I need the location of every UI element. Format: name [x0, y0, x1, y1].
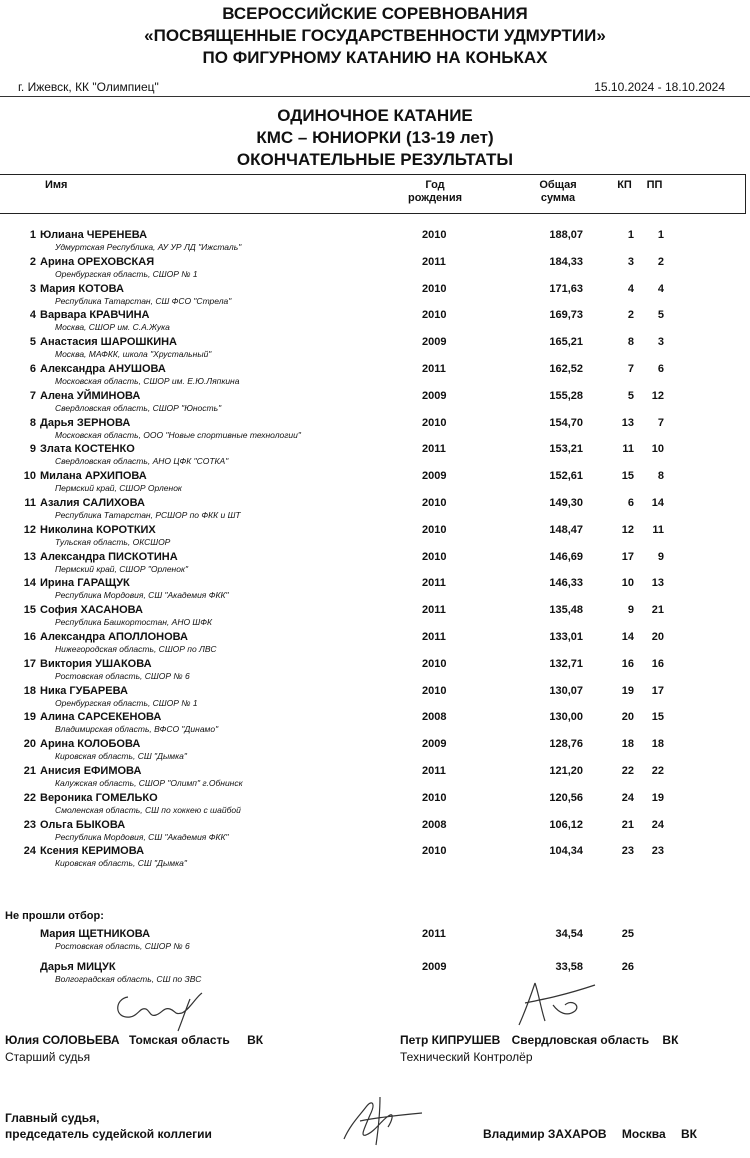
athlete-name: Ника ГУБАРЕВА: [40, 684, 128, 697]
tc-role: Технический Контролёр: [400, 1050, 533, 1064]
table-row: [0, 363, 750, 390]
table-row: [0, 792, 750, 819]
table-row: [0, 845, 750, 872]
birth-year: 2009: [422, 738, 447, 751]
total-score: 106,12: [549, 818, 583, 831]
col-pp-header: ПП: [646, 179, 663, 191]
rank-cell: 11: [24, 497, 36, 509]
short-program-place: 14: [621, 631, 634, 643]
free-skate-place: 5: [657, 309, 664, 322]
athlete-name: Алина САРСЕКЕНОВА: [40, 711, 162, 724]
total-score: 148,47: [549, 523, 583, 536]
free-skate-place: 16: [651, 657, 664, 670]
free-skate-place: 6: [657, 363, 664, 375]
short-program-place: 3: [627, 255, 634, 268]
table-row: [0, 685, 750, 712]
table-row: [0, 309, 750, 336]
referee-name: Юлия СОЛОВЬЕВА: [5, 1033, 120, 1047]
total-score: 120,56: [549, 791, 583, 804]
free-skate-place: 19: [651, 791, 664, 804]
table-row: [0, 524, 750, 551]
athlete-name: Вероника ГОМЕЛЬКО: [40, 791, 158, 804]
short-program-place: 18: [621, 738, 634, 751]
table-row: [0, 497, 750, 524]
athlete-name: Дарья ЗЕРНОВА: [40, 416, 131, 429]
rank-cell: 22: [23, 791, 36, 804]
birth-year: 2010: [422, 657, 447, 670]
athlete-club: Кировская область, СШ "Дымка": [55, 751, 187, 762]
short-program-place: 9: [627, 604, 634, 617]
column-header: [0, 174, 746, 214]
athlete-club: Республика Татарстан, СШ ФСО "Стрела": [55, 295, 232, 306]
rank-cell: 2: [29, 255, 36, 268]
rank-cell: 7: [29, 389, 36, 402]
free-skate-place: 14: [651, 497, 664, 509]
short-program-place: 11: [622, 443, 634, 456]
tc-region: Свердловская область: [511, 1033, 650, 1047]
table-row: [0, 765, 750, 792]
total-score: 162,52: [549, 363, 583, 375]
short-program-place: 23: [621, 845, 634, 858]
referee-signature-icon: [110, 985, 220, 1035]
table-row: [0, 711, 750, 738]
birth-year: 2011: [422, 604, 446, 617]
total-score: 171,63: [549, 282, 583, 295]
athlete-name: Злата КОСТЕНКО: [40, 443, 135, 456]
rank-cell: 4: [29, 309, 36, 322]
col-year-header-line-2: рождения: [407, 192, 463, 204]
short-program-place: 21: [621, 818, 634, 831]
birth-year: 2009: [422, 961, 447, 973]
athlete-name: Арина ОРЕХОВСКАЯ: [40, 255, 155, 268]
free-skate-place: 22: [651, 765, 664, 777]
athlete-name: Николина КОРОТКИХ: [40, 523, 156, 536]
table-row: [0, 470, 750, 497]
birth-year: 2010: [422, 550, 447, 563]
athlete-name: Дарья МИЦУК: [40, 961, 116, 973]
athlete-club: Республика Мордовия, СШ "Академия ФКК": [55, 590, 229, 601]
rank-cell: 23: [23, 818, 36, 831]
free-skate-place: 10: [651, 443, 664, 456]
total-score: 153,21: [549, 443, 583, 456]
short-program-place: 26: [621, 961, 634, 973]
birth-year: 2010: [422, 497, 447, 509]
rank-cell: 21: [23, 765, 36, 777]
total-score: 152,61: [549, 470, 583, 483]
birth-year: 2011: [422, 765, 446, 777]
athlete-club: Республика Башкортостан, АНО ШФК: [55, 617, 213, 628]
birth-year: 2009: [422, 336, 447, 349]
athlete-name: Анисия ЕФИМОВА: [40, 765, 142, 777]
short-program-place: 17: [621, 550, 634, 563]
free-skate-place: 13: [651, 577, 664, 590]
athlete-club: Москва, МАФКК, школа "Хрустальный": [55, 349, 212, 360]
short-program-place: 2: [627, 309, 634, 322]
not-qualified-title: Не прошли отбор:: [5, 910, 104, 922]
athlete-club: Пермский край, СШОР Орленок: [55, 483, 182, 494]
athlete-club: Ростовская область, СШОР № 6: [55, 941, 190, 951]
athlete-club: Ростовская область, СШОР № 6: [55, 670, 190, 681]
athlete-name: Ксения КЕРИМОВА: [40, 845, 145, 858]
athlete-name: Милана АРХИПОВА: [40, 470, 147, 483]
not-qualified-row: [0, 961, 750, 988]
athlete-name: Мария ЩЕТНИКОВА: [40, 928, 151, 940]
birth-year: 2010: [422, 684, 447, 697]
free-skate-place: 3: [657, 336, 664, 349]
referee-category: ВК: [247, 1033, 264, 1047]
table-row: [0, 551, 750, 578]
col-year-header-line-1: Год: [425, 179, 445, 191]
athlete-name: Ольга БЫКОВА: [40, 818, 126, 831]
short-program-place: 12: [621, 523, 634, 536]
event-title-line-1: ОДИНОЧНОЕ КАТАНИЕ: [277, 106, 473, 125]
header-divider: [0, 96, 750, 97]
col-total-header: [528, 179, 588, 205]
tc-signature-icon: [505, 975, 605, 1035]
table-row: [0, 604, 750, 631]
athlete-club: Свердловская область, АНО ЦФК "СОТКА": [55, 456, 229, 467]
total-score: 132,71: [549, 657, 583, 670]
total-score: 169,73: [549, 309, 583, 322]
athlete-club: Свердловская область, СШОР "Юность": [55, 402, 222, 413]
athlete-club: Московская область, СШОР им. Е.Ю.Ляпкина: [55, 376, 240, 386]
short-program-place: 8: [627, 336, 634, 349]
referee-line: [5, 1033, 263, 1048]
tc-line: [400, 1033, 678, 1048]
birth-year: 2010: [422, 523, 447, 536]
free-skate-place: 15: [651, 711, 664, 724]
rank-cell: 9: [29, 443, 36, 456]
athlete-name: Виктория УШАКОВА: [40, 657, 152, 670]
competition-title-line-2: «ПОСВЯЩЕННЫЕ ГОСУДАРСТВЕННОСТИ УДМУРТИИ»: [144, 26, 606, 45]
total-score: 184,33: [549, 255, 583, 268]
col-total-header-line-1: Общая: [539, 179, 577, 191]
free-skate-place: 23: [651, 845, 664, 858]
athlete-club: Оренбургская область, СШОР № 1: [55, 697, 198, 708]
free-skate-place: 12: [651, 389, 664, 402]
short-program-place: 10: [621, 577, 634, 590]
athlete-name: Анастасия ШАРОШКИНА: [40, 336, 177, 349]
free-skate-place: 7: [657, 416, 664, 429]
rank-cell: 5: [29, 336, 36, 349]
birth-year: 2008: [422, 711, 447, 724]
rank-cell: 8: [29, 416, 36, 429]
competition-title-line-3: ПО ФИГУРНОМУ КАТАНИЮ НА КОНЬКАХ: [202, 48, 548, 67]
total-score: 165,21: [549, 336, 583, 349]
table-row: [0, 390, 750, 417]
athlete-name: Варвара КРАВЧИНА: [40, 309, 150, 322]
table-row: [0, 738, 750, 765]
table-row: [0, 283, 750, 310]
rank-cell: 24: [23, 845, 36, 858]
birth-year: 2010: [422, 229, 447, 241]
total-score: 133,01: [549, 631, 583, 643]
athlete-club: Москва, СШОР им. С.А.Жука: [55, 322, 170, 333]
table-row: [0, 417, 750, 444]
rank-cell: 13: [23, 550, 36, 563]
rank-cell: 3: [29, 282, 36, 295]
rank-cell: 12: [23, 523, 36, 536]
total-score: 154,70: [549, 416, 583, 429]
athlete-club: Смоленская область, СШ по хоккею с шайбой: [55, 804, 241, 815]
table-row: [0, 256, 750, 283]
athlete-club: Нижегородская область, СШОР по ЛВС: [55, 644, 217, 654]
col-total-header-line-2: сумма: [540, 192, 576, 204]
free-skate-place: 17: [651, 684, 664, 697]
rank-cell: 1: [29, 229, 36, 241]
rank-cell: 16: [23, 631, 36, 643]
short-program-place: 24: [621, 791, 634, 804]
rank-cell: 20: [23, 738, 36, 751]
total-score: 128,76: [549, 738, 583, 751]
total-score: 188,07: [549, 229, 583, 241]
athlete-name: Мария КОТОВА: [40, 282, 124, 295]
athlete-club: Республика Татарстан, РСШОР по ФКК и ШТ: [55, 510, 241, 520]
short-program-place: 5: [627, 389, 634, 402]
rank-cell: 6: [29, 363, 36, 375]
athlete-club: Пермский край, СШОР "Орленок": [55, 563, 188, 574]
chief-role-line-2: председатель судейской коллегии: [5, 1127, 212, 1141]
table-row: [0, 819, 750, 846]
total-score: 146,69: [549, 550, 583, 563]
free-skate-place: 11: [652, 523, 664, 536]
athlete-club: Кировская область, СШ "Дымка": [55, 858, 187, 869]
tc-category: ВК: [662, 1033, 679, 1047]
birth-year: 2010: [422, 416, 447, 429]
short-program-place: 25: [621, 928, 634, 940]
total-score: 149,30: [549, 497, 583, 509]
free-skate-place: 21: [651, 604, 664, 617]
birth-year: 2011: [422, 928, 446, 940]
athlete-name: Алена УЙМИНОВА: [40, 389, 141, 402]
short-program-place: 1: [627, 229, 634, 241]
athlete-club: Удмуртская Республика, АУ УР ЛД "Ижсталь": [55, 242, 242, 252]
athlete-name: Арина КОЛОБОВА: [40, 738, 141, 751]
table-row: [0, 658, 750, 685]
free-skate-place: 24: [651, 818, 664, 831]
chief-signature-icon: [330, 1085, 430, 1150]
referee-region: Томская область: [128, 1033, 230, 1047]
table-row: [0, 577, 750, 604]
event-title-line-3: ОКОНЧАТЕЛЬНЫЕ РЕЗУЛЬТАТЫ: [236, 150, 514, 169]
chief-name: Владимир ЗАХАРОВ: [483, 1127, 607, 1141]
rank-cell: 15: [23, 604, 36, 617]
total-score: 146,33: [549, 577, 583, 590]
athlete-club: Московская область, ООО "Новые спортивные технологии": [55, 429, 301, 440]
athlete-name: Азалия САЛИХОВА: [40, 497, 145, 509]
birth-year: 2010: [422, 845, 447, 858]
birth-year: 2011: [422, 255, 446, 268]
total-score: 130,00: [549, 711, 583, 724]
table-row: [0, 229, 750, 256]
venue: г. Ижевск, КК "Олимпиец": [18, 80, 159, 94]
birth-year: 2011: [422, 363, 446, 375]
athlete-name: Ирина ГАРАЩУК: [40, 577, 130, 590]
birth-year: 2011: [422, 631, 446, 643]
athlete-club: Калужская область, СШОР "Олимп" г.Обнинск: [55, 778, 243, 788]
free-skate-place: 20: [651, 631, 664, 643]
event-dates: 15.10.2024 - 18.10.2024: [594, 80, 725, 94]
total-score: 34,54: [555, 928, 583, 940]
total-score: 33,58: [555, 961, 583, 973]
athlete-name: София ХАСАНОВА: [40, 604, 143, 617]
short-program-place: 19: [621, 684, 634, 697]
chief-role-line-1: Главный судья,: [5, 1111, 100, 1125]
athlete-name: Александра ПИСКОТИНА: [40, 550, 178, 563]
athlete-club: Республика Мордовия, СШ "Академия ФКК": [55, 831, 229, 842]
total-score: 130,07: [549, 684, 583, 697]
birth-year: 2009: [422, 470, 447, 483]
chief-line: [483, 1127, 697, 1142]
rank-cell: 18: [23, 684, 36, 697]
athlete-name: Александра АПОЛЛОНОВА: [40, 631, 188, 643]
table-row: [0, 631, 750, 658]
col-year-header: [400, 179, 470, 205]
birth-year: 2008: [422, 818, 447, 831]
tc-name: Петр КИПРУШЕВ: [400, 1033, 501, 1047]
free-skate-place: 4: [657, 282, 664, 295]
athlete-club: Тульская область, ОКСШОР: [55, 536, 171, 547]
chief-region: Москва: [621, 1127, 666, 1141]
total-score: 135,48: [549, 604, 583, 617]
event-title-line-2: КМС – ЮНИОРКИ (13-19 лет): [256, 128, 494, 147]
free-skate-place: 1: [657, 229, 664, 241]
col-kp-header: КП: [617, 179, 632, 191]
total-score: 121,20: [549, 765, 583, 777]
table-row: [0, 336, 750, 363]
short-program-place: 4: [627, 282, 634, 295]
birth-year: 2010: [422, 282, 447, 295]
short-program-place: 13: [621, 416, 634, 429]
not-qualified-row: [0, 928, 750, 955]
free-skate-place: 2: [657, 255, 664, 268]
birth-year: 2011: [422, 577, 446, 590]
short-program-place: 7: [627, 363, 634, 375]
athlete-name: Александра АНУШОВА: [40, 363, 166, 375]
birth-year: 2010: [422, 791, 447, 804]
competition-title-line-1: ВСЕРОССИЙСКИЕ СОРЕВНОВАНИЯ: [222, 4, 528, 23]
birth-year: 2010: [422, 309, 447, 322]
free-skate-place: 9: [657, 550, 664, 563]
short-program-place: 16: [621, 657, 634, 670]
col-name-header: Имя: [45, 179, 68, 191]
athlete-name: Юлиана ЧЕРЕНЕВА: [40, 229, 148, 241]
short-program-place: 20: [621, 711, 634, 724]
athlete-club: Волгоградская область, СШ по ЗВС: [55, 974, 202, 984]
referee-role: Старший судья: [5, 1050, 91, 1064]
athlete-club: Оренбургская область, СШОР № 1: [55, 268, 198, 279]
free-skate-place: 18: [651, 738, 664, 751]
birth-year: 2011: [422, 443, 446, 456]
total-score: 104,34: [549, 845, 583, 858]
rank-cell: 10: [23, 470, 36, 483]
short-program-place: 6: [627, 497, 634, 509]
rank-cell: 17: [23, 657, 36, 670]
chief-category: ВК: [681, 1127, 698, 1141]
table-row: [0, 443, 750, 470]
short-program-place: 22: [621, 765, 634, 777]
birth-year: 2009: [422, 389, 447, 402]
rank-cell: 19: [23, 711, 36, 724]
athlete-club: Владимирская область, ВФСО "Динамо": [55, 724, 219, 735]
rank-cell: 14: [23, 577, 36, 590]
short-program-place: 15: [621, 470, 634, 483]
total-score: 155,28: [549, 389, 583, 402]
free-skate-place: 8: [657, 470, 664, 483]
